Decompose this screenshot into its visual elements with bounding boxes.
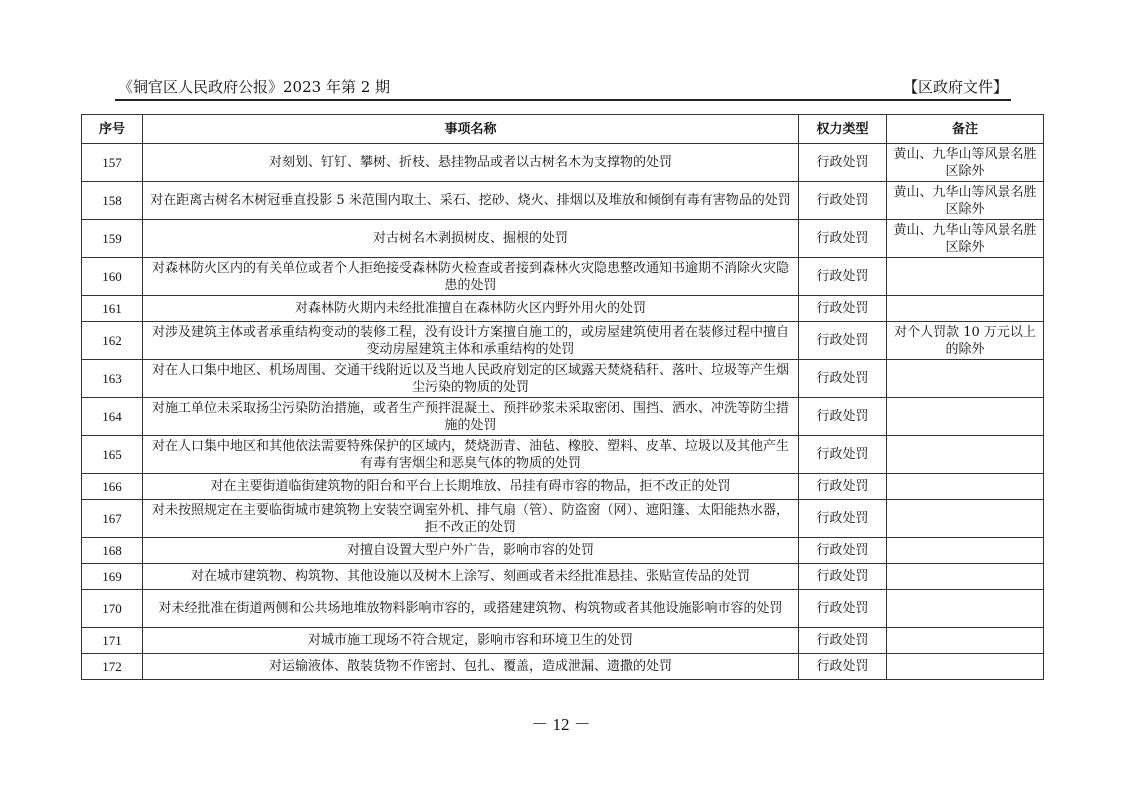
row-power-type: 行政处罚	[799, 500, 887, 538]
row-power-type: 行政处罚	[799, 360, 887, 398]
table-row	[82, 628, 1044, 654]
row-number: 165	[82, 436, 143, 474]
items-table	[81, 114, 1044, 680]
table-row	[82, 182, 1044, 220]
page-header	[118, 76, 1008, 98]
row-number: 164	[82, 398, 143, 436]
row-remarks: 对个人罚款 10 万元以上的除外	[887, 322, 1044, 360]
row-number: 160	[82, 258, 143, 296]
table-row	[82, 360, 1044, 398]
row-power-type: 行政处罚	[799, 220, 887, 258]
table-row	[82, 296, 1044, 322]
row-power-type: 行政处罚	[799, 590, 887, 628]
header-divider	[115, 99, 1011, 101]
column-header-power-type: 权力类型	[799, 115, 887, 144]
row-remarks	[887, 500, 1044, 538]
row-power-type: 行政处罚	[799, 654, 887, 680]
row-power-type: 行政处罚	[799, 322, 887, 360]
table-row	[82, 398, 1044, 436]
row-remarks	[887, 360, 1044, 398]
table-row	[82, 564, 1044, 590]
row-item-name: 对在人口集中地区和其他依法需要特殊保护的区域内，焚烧沥青、油毡、橡胶、塑料、皮革、垃圾以及其他产生有毒有害烟尘和恶臭气体的物质的处罚	[143, 436, 799, 474]
row-power-type: 行政处罚	[799, 538, 887, 564]
table-row	[82, 590, 1044, 628]
row-number: 158	[82, 182, 143, 220]
row-power-type: 行政处罚	[799, 564, 887, 590]
row-item-name: 对施工单位未采取扬尘污染防治措施，或者生产预拌混凝土、预拌砂浆未采取密闭、围挡、洒水、冲洗等防尘措施的处罚	[143, 398, 799, 436]
row-remarks	[887, 474, 1044, 500]
table-row	[82, 144, 1044, 182]
row-remarks	[887, 564, 1044, 590]
row-power-type: 行政处罚	[799, 474, 887, 500]
row-item-name: 对在主要街道临街建筑物的阳台和平台上长期堆放、吊挂有碍市容的物品，拒不改正的处罚	[143, 474, 799, 500]
column-header-item-name: 事项名称	[143, 115, 799, 144]
row-item-name: 对未经批准在街道两侧和公共场地堆放物料影响市容的，或搭建建筑物、构筑物或者其他设施影响市容的处罚	[143, 590, 799, 628]
row-remarks: 黄山、九华山等风景名胜区除外	[887, 220, 1044, 258]
row-number: 161	[82, 296, 143, 322]
row-remarks	[887, 258, 1044, 296]
row-remarks	[887, 296, 1044, 322]
row-power-type: 行政处罚	[799, 182, 887, 220]
row-remarks	[887, 654, 1044, 680]
row-remarks	[887, 398, 1044, 436]
row-item-name: 对涉及建筑主体或者承重结构变动的装修工程，没有设计方案擅自施工的，或房屋建筑使用者在装修过程中擅自变动房屋建筑主体和承重结构的处罚	[143, 322, 799, 360]
gazette-title: 《铜官区人民政府公报》2023 年第 2 期	[118, 78, 391, 96]
row-power-type: 行政处罚	[799, 398, 887, 436]
row-number: 162	[82, 322, 143, 360]
row-item-name: 对古树名木剥损树皮、掘根的处罚	[143, 220, 799, 258]
row-power-type: 行政处罚	[799, 296, 887, 322]
table-row	[82, 220, 1044, 258]
row-number: 163	[82, 360, 143, 398]
table-row	[82, 474, 1044, 500]
row-item-name: 对在城市建筑物、构筑物、其他设施以及树木上涂写、刻画或者未经批准悬挂、张贴宣传品的处罚	[143, 564, 799, 590]
row-power-type: 行政处罚	[799, 144, 887, 182]
row-item-name: 对在人口集中地区、机场周围、交通干线附近以及当地人民政府划定的区域露天焚烧秸秆、落叶、垃圾等产生烟尘污染的物质的处罚	[143, 360, 799, 398]
row-remarks	[887, 628, 1044, 654]
section-label: 【区政府文件】	[902, 78, 1008, 96]
row-item-name: 对森林防火区内的有关单位或者个人拒绝接受森林防火检查或者接到森林火灾隐患整改通知书逾期不消除火灾隐患的处罚	[143, 258, 799, 296]
row-number: 157	[82, 144, 143, 182]
table-row	[82, 500, 1044, 538]
row-remarks: 黄山、九华山等风景名胜区除外	[887, 144, 1044, 182]
row-remarks: 黄山、九华山等风景名胜区除外	[887, 182, 1044, 220]
row-number: 172	[82, 654, 143, 680]
page-number: － 12 －	[531, 715, 591, 734]
table-header-row	[82, 115, 1044, 144]
row-item-name: 对森林防火期内未经批准擅自在森林防火区内野外用火的处罚	[143, 296, 799, 322]
table-row	[82, 436, 1044, 474]
row-item-name: 对刻划、钉钉、攀树、折枝、悬挂物品或者以古树名木为支撑物的处罚	[143, 144, 799, 182]
row-power-type: 行政处罚	[799, 258, 887, 296]
row-remarks	[887, 436, 1044, 474]
table-row	[82, 654, 1044, 680]
row-power-type: 行政处罚	[799, 436, 887, 474]
column-header-number: 序号	[82, 115, 143, 144]
row-number: 169	[82, 564, 143, 590]
row-item-name: 对运输液体、散装货物不作密封、包扎、覆盖，造成泄漏、遗撒的处罚	[143, 654, 799, 680]
table-row	[82, 258, 1044, 296]
row-item-name: 对在距离古树名木树冠垂直投影 5 米范围内取土、采石、挖砂、烧火、排烟以及堆放和倾倒有毒有害物品的处罚	[143, 182, 799, 220]
row-power-type: 行政处罚	[799, 628, 887, 654]
table-row	[82, 538, 1044, 564]
row-remarks	[887, 538, 1044, 564]
row-number: 167	[82, 500, 143, 538]
row-item-name: 对擅自设置大型户外广告，影响市容的处罚	[143, 538, 799, 564]
column-header-remarks: 备注	[887, 115, 1044, 144]
table-row	[82, 322, 1044, 360]
row-number: 159	[82, 220, 143, 258]
row-number: 168	[82, 538, 143, 564]
row-item-name: 对未按照规定在主要临街城市建筑物上安装空调室外机、排气扇（管）、防盗窗（网）、遮阳篷、太阳能热水器，拒不改正的处罚	[143, 500, 799, 538]
row-number: 170	[82, 590, 143, 628]
row-number: 166	[82, 474, 143, 500]
row-item-name: 对城市施工现场不符合规定，影响市容和环境卫生的处罚	[143, 628, 799, 654]
row-number: 171	[82, 628, 143, 654]
row-remarks	[887, 590, 1044, 628]
